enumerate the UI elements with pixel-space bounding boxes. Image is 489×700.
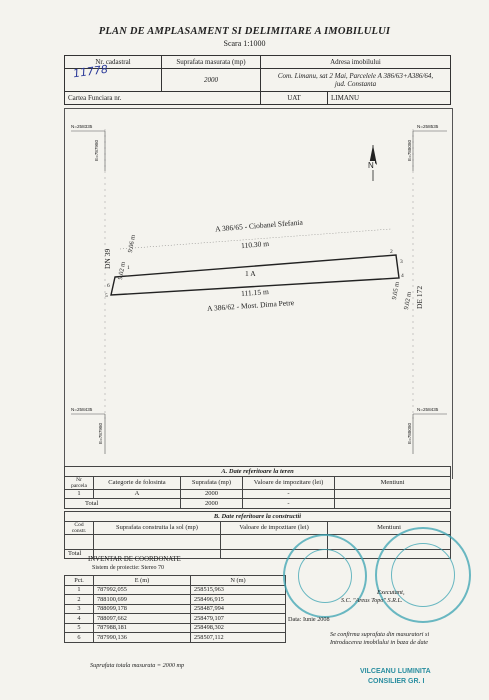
uat-value: LIMANU — [328, 92, 451, 105]
table-row — [65, 614, 286, 624]
inv-cell-n: 258507,112 — [191, 633, 286, 643]
inv-cell-n: 258496,915 — [191, 595, 286, 605]
teren-h-nr: Nr parcela — [65, 476, 94, 489]
len-east-2: 9.05 m — [391, 281, 402, 301]
suprafata-value: 2000 — [162, 69, 261, 92]
inv-cell-n: 258515,963 — [191, 585, 286, 595]
teren-h-mentiuni: Mentiuni — [335, 476, 451, 489]
inv-cell-pct: 2 — [65, 595, 94, 605]
inv-cell-pct: 6 — [65, 633, 94, 643]
constr-h-cod: Cod constr. — [65, 521, 94, 534]
executant-date: Data: Iunie 2008 — [288, 616, 330, 623]
teren-cell-val: - — [243, 489, 335, 499]
inv-h-e: E (m) — [94, 576, 191, 586]
pt-4: 4 — [401, 273, 404, 279]
executant-firm: S.C. "Areus Topo" S.R.L. — [341, 597, 403, 604]
coord-tr-e: E=788080 — [407, 139, 412, 161]
inv-h-pct: Pct. — [65, 576, 94, 586]
pt-1: 1 — [127, 265, 130, 271]
teren-row — [65, 489, 451, 499]
authorization-stamp — [283, 534, 367, 618]
teren-total-row — [65, 499, 451, 509]
road-west: DN 39 — [103, 248, 112, 269]
constr-h-valoare: Valoare de impozitare (lei) — [221, 521, 328, 534]
teren-total-val: - — [243, 499, 335, 509]
pt-2: 2 — [390, 249, 393, 255]
inv-cell-e: 787992,055 — [94, 585, 191, 595]
pt-6: 6 — [107, 283, 110, 289]
constr-h-suprafata: Suprafata construita la sol (mp) — [94, 521, 221, 534]
constr-total-label: Total — [65, 549, 94, 559]
table-row — [65, 595, 286, 605]
constructii-title: B. Date referitoare la constructii — [65, 512, 451, 522]
coord-bl-e: E=787980 — [98, 422, 103, 444]
inventar-table — [64, 575, 286, 643]
table-row — [65, 585, 286, 595]
inventar-title: INVENTAR DE COORDONATE — [88, 556, 181, 563]
teren-cell-ment — [335, 489, 451, 499]
teren-cell-supr: 2000 — [181, 489, 243, 499]
page-title: PLAN DE AMPLASAMENT SI DELIMITARE A IMOBILULUI — [98, 26, 391, 37]
len-east-1: 9.02 m — [403, 291, 414, 311]
table-row — [65, 633, 286, 643]
scale-label: Scara 1:1000 — [223, 39, 266, 48]
adresa-value — [261, 69, 451, 92]
inv-cell-e: 787988,181 — [94, 623, 191, 633]
teren-h-valoare: Valoare de impozitare (lei) — [243, 476, 335, 489]
cartea-funciara-label: Cartea Funciara nr. — [65, 92, 261, 105]
neighbor-south: A 386/62 - Most. Dima Petre — [206, 297, 295, 314]
inv-cell-n: 258479,107 — [191, 614, 286, 624]
adresa-line-1: Com. Limanu, sat 2 Mai, Parcelele A 386/63+A386/64, — [277, 72, 434, 80]
total-area: Suprafata totala masurata = 2000 mp — [90, 662, 185, 669]
inv-h-n: N (m) — [191, 576, 286, 586]
coord-tl-e: E=787980 — [94, 139, 99, 161]
len-west-2: 9.06 m — [127, 234, 138, 254]
inv-cell-pct: 1 — [65, 585, 94, 595]
inv-cell-e: 788099,178 — [94, 604, 191, 614]
coord-bl-n: N=258435 — [71, 407, 93, 412]
teren-h-suprafata: Suprafata (mp) — [181, 476, 243, 489]
confirm-name: VILCEANU LUMINITA — [360, 668, 431, 675]
north-label: N — [368, 161, 374, 170]
table-row — [65, 604, 286, 614]
inv-cell-pct: 4 — [65, 614, 94, 624]
table-row — [65, 623, 286, 633]
inv-cell-pct: 3 — [65, 604, 94, 614]
coord-tl-n: N=258335 — [71, 124, 93, 129]
teren-total-label: Total — [65, 499, 181, 509]
adresa-label: Adresa imobilului — [261, 56, 451, 69]
inv-cell-e: 787990,136 — [94, 633, 191, 643]
teren-total-ment — [335, 499, 451, 509]
teren-cell-nr: 1 — [65, 489, 94, 499]
executant-label: Executant, — [377, 589, 405, 596]
pt-5: 5 — [105, 293, 108, 299]
header-table — [64, 55, 451, 105]
teren-total-supr: 2000 — [181, 499, 243, 509]
len-west-1: 9.02 m — [117, 261, 128, 281]
coord-br-n: N=258435 — [417, 407, 439, 412]
handwritten-id: 11778 — [72, 62, 109, 81]
nr-cadastral-label: Nr. cadastral — [65, 56, 162, 69]
adresa-line-2: jud. Constanta — [334, 80, 377, 88]
oncgc-stamp — [375, 527, 471, 623]
neighbor-north: A 386/65 - Ciobanel Sfefania — [214, 217, 304, 234]
teren-title: A. Date referitoare la teren — [65, 467, 451, 477]
length-bottom: 111.15 m — [240, 287, 270, 298]
parcel-label: 1 A — [245, 269, 256, 278]
plan-drawing — [64, 108, 453, 479]
inv-cell-e: 788100,699 — [94, 595, 191, 605]
coord-tr-n: N=258535 — [417, 124, 439, 129]
confirm-line-1: Se confirma suprafata din masuratori si — [330, 631, 430, 638]
teren-table — [64, 466, 451, 509]
road-east: DE 172 — [415, 285, 424, 309]
length-top: 110.30 m — [240, 238, 270, 251]
inv-cell-pct: 5 — [65, 623, 94, 633]
confirm-role: CONSILIER GR. I — [368, 678, 425, 685]
inv-cell-e: 788097,662 — [94, 614, 191, 624]
confirm-line-2: Introducerea imobilului in baza de date — [330, 639, 429, 646]
coord-br-e: E=788080 — [407, 422, 412, 444]
constr-h-mentiuni: Mentiuni — [328, 521, 451, 534]
teren-h-categorie: Categorie de folosinta — [94, 476, 181, 489]
uat-label: UAT — [261, 92, 328, 105]
inv-cell-n: 258487,994 — [191, 604, 286, 614]
inv-cell-n: 258498,302 — [191, 623, 286, 633]
inventar-subtitle: Sistem de proiectie: Stereo 70 — [92, 565, 164, 571]
teren-cell-cat: A — [94, 489, 181, 499]
suprafata-label: Suprafata masurata (mp) — [162, 56, 261, 69]
pt-3: 3 — [400, 259, 403, 265]
